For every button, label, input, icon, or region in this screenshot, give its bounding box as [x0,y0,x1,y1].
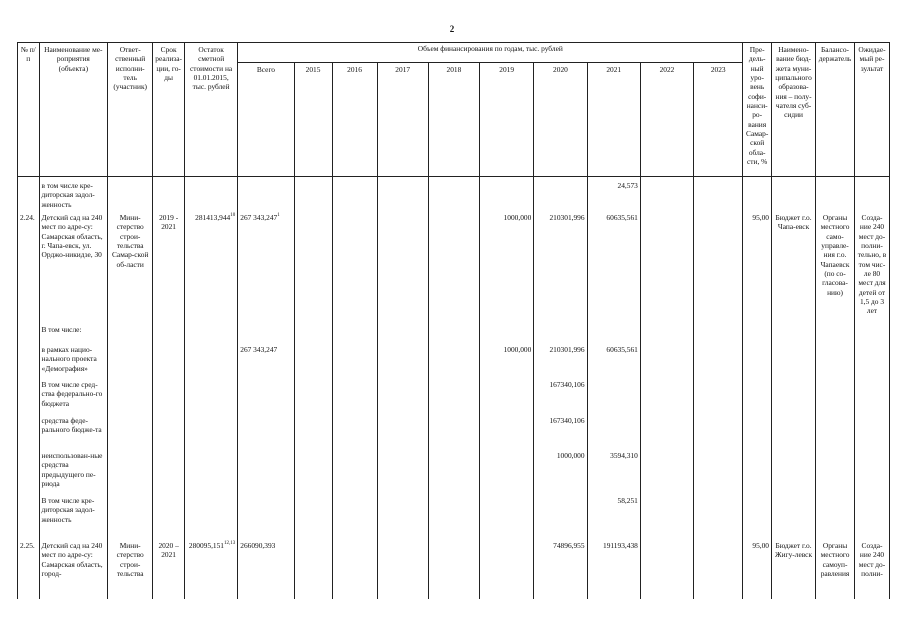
row-remainder-text: 280095,151 [188,541,224,550]
row-y2021 [587,378,640,414]
row-y2016 [332,323,377,343]
row-num [18,343,40,378]
row-y2015 [294,323,332,343]
financing-table [17,42,890,599]
row-budget [772,378,816,414]
row-num [18,179,40,211]
row-y2016 [332,179,377,211]
row-y2020-text: 167340,106 [549,380,585,389]
row-name-text: В том числе сред-ства федерально-го бюджета [41,380,103,408]
header-term: Срок реализа-ции, го-ды [153,43,185,177]
header-year: 2019 [480,63,534,177]
row-y2015 [294,378,332,414]
row-y2020-text: 74896,955 [553,541,585,550]
header-year: 2023 [694,63,743,177]
header-year: 2015 [294,63,332,177]
row-y2019 [480,323,534,343]
row-executor-text: Мини-стерство строи-тельства [116,541,144,578]
table-row [18,343,890,378]
row-remainder [184,449,237,494]
row-y2022 [640,494,693,539]
row-term [153,211,185,323]
row-name-text: неиспользован-ные средства предыдущего пе-риода [41,451,103,488]
row-y2015 [294,343,332,378]
row-term-text: 2019 - 2021 [159,213,179,232]
row-holder-text: Органы местного самоуп-равления [820,541,850,578]
row-y2016 [332,494,377,539]
row-term-text: 2020 – 2021 [158,541,179,560]
row-y2022 [640,211,693,323]
row-holder [816,211,855,323]
row-budget [772,179,816,211]
header-total: Всего [238,63,294,177]
row-result [854,414,889,449]
row-y2020-text: 167340,106 [549,416,585,425]
row-budget [772,343,816,378]
row-executor [108,343,153,378]
row-holder [816,343,855,378]
row-name [39,378,108,414]
row-limit [743,211,772,323]
header-year: 2018 [428,63,479,177]
row-y2015 [294,414,332,449]
row-num [18,539,40,599]
row-y2020-text: 210301,996 [549,345,585,354]
row-name [39,539,108,599]
row-limit [743,539,772,599]
table-row [18,449,890,494]
row-y2017 [377,494,428,539]
row-result [854,494,889,539]
row-y2022 [640,323,693,343]
table-row [18,211,890,323]
row-remainder [184,414,237,449]
table-row [18,539,890,599]
table-row [18,323,890,343]
row-y2021 [587,414,640,449]
page-number: 2 [449,24,455,34]
row-y2022 [640,179,693,211]
row-y2018 [428,378,479,414]
row-name-text: в том числе кре-диторская задол-женность [41,181,95,209]
row-limit [743,343,772,378]
row-holder [816,323,855,343]
row-y2016 [332,211,377,323]
row-num-text: 2.24. [20,213,35,222]
row-holder [816,378,855,414]
row-term [153,494,185,539]
row-total [238,211,294,323]
row-y2021 [587,211,640,323]
header-year: 2021 [587,63,640,177]
row-y2016 [332,414,377,449]
row-y2016 [332,378,377,414]
header-year: 2022 [640,63,693,177]
row-remainder [184,323,237,343]
row-result [854,449,889,494]
row-budget-text: Бюджет г.о. Жигу-левск [775,541,813,560]
row-total [238,539,294,599]
row-term [153,179,185,211]
row-y2019 [480,494,534,539]
row-name-text: в рамках нацио-нального проекта «Демография» [41,345,97,373]
row-result [854,323,889,343]
row-y2019 [480,449,534,494]
row-limit [743,414,772,449]
row-executor [108,414,153,449]
row-num-text: 2.25. [20,541,35,550]
row-executor [108,494,153,539]
row-holder [816,449,855,494]
row-total [238,494,294,539]
row-y2018 [428,211,479,323]
row-y2021 [587,494,640,539]
table-row [18,378,890,414]
row-executor [108,179,153,211]
row-y2020 [534,179,587,211]
row-y2020 [534,323,587,343]
row-y2020 [534,414,587,449]
row-num [18,211,40,323]
row-budget [772,539,816,599]
row-y2021 [587,323,640,343]
row-y2021-text: 58,251 [617,496,638,505]
row-y2021-text: 60635,561 [606,213,638,222]
row-y2019 [480,539,534,599]
row-num [18,494,40,539]
row-executor-text: Мини-стерство строи-тельства Самар-ской об-ласти [111,213,149,269]
header-limit: Пре-дель-ный уро-вень софи-нанси-ро-вания Самар-ской обла-сти, % [743,43,772,177]
row-y2016 [332,343,377,378]
header-year: 2017 [377,63,428,177]
row-y2022 [640,378,693,414]
table-body [18,177,890,600]
row-budget [772,211,816,323]
row-y2019-text: 1000,000 [503,213,532,222]
row-y2019 [480,211,534,323]
row-name [39,323,108,343]
row-term [153,449,185,494]
header-year: 2020 [534,63,587,177]
row-y2023 [694,323,743,343]
row-y2021-text: 24,573 [617,181,638,190]
row-name-text: Детский сад на 240 мест по адре-су: Самарская область, город- [41,541,103,578]
row-y2021 [587,449,640,494]
row-limit [743,179,772,211]
row-y2017 [377,323,428,343]
row-y2018 [428,179,479,211]
footnote-mark: 12,13 [224,541,236,546]
row-result [854,211,889,323]
row-y2015 [294,494,332,539]
header-year: 2016 [332,63,377,177]
row-y2019 [480,343,534,378]
row-executor [108,378,153,414]
row-remainder [184,211,237,323]
row-y2019 [480,179,534,211]
row-budget [772,323,816,343]
row-y2018 [428,343,479,378]
footnote-mark: 10 [230,213,236,218]
row-executor [108,323,153,343]
row-result [854,343,889,378]
row-y2015 [294,539,332,599]
table-row [18,494,890,539]
row-remainder [184,539,237,599]
row-y2018 [428,323,479,343]
header-num: № п/п [18,43,40,177]
table-row [18,179,890,211]
row-y2018 [428,414,479,449]
row-y2015 [294,179,332,211]
row-y2021-text: 191193,438 [603,541,638,550]
row-y2023 [694,414,743,449]
row-limit [743,323,772,343]
row-result [854,378,889,414]
row-y2020-text: 1000,000 [556,451,585,460]
row-y2021-text: 3594,310 [610,451,638,460]
row-y2021-text: 60635,561 [606,345,638,354]
row-name [39,211,108,323]
row-y2020-text: 210301,996 [549,213,585,222]
row-y2020 [534,211,587,323]
row-result-text: Созда-ние 240 мест до-полни- [858,541,886,578]
row-budget [772,494,816,539]
header-name: Наименование ме-роприятия (объекта) [39,43,108,177]
row-executor [108,449,153,494]
row-y2017 [377,179,428,211]
header-remainder: Остаток сметной стоимости на 01.01.2015, тыс. рублей [184,43,237,177]
row-y2019 [480,378,534,414]
row-term [153,378,185,414]
row-y2023 [694,449,743,494]
row-total [238,179,294,211]
row-limit-text: 95,00 [752,213,770,222]
row-y2019 [480,414,534,449]
row-y2017 [377,211,428,323]
row-term [153,323,185,343]
row-total-text: 266090,393 [240,541,276,550]
row-y2015 [294,449,332,494]
row-y2023 [694,378,743,414]
row-name-text: В том числе кре-диторская задол-женность [41,496,95,524]
row-name-text: В том числе: [41,325,82,334]
row-term [153,343,185,378]
row-name [39,343,108,378]
row-holder [816,414,855,449]
row-y2017 [377,449,428,494]
row-y2015 [294,211,332,323]
row-y2016 [332,449,377,494]
row-name-text: средства феде-рального бюдже-та [41,416,102,435]
row-y2020 [534,449,587,494]
row-y2020 [534,539,587,599]
row-y2022 [640,343,693,378]
row-remainder [184,179,237,211]
row-y2023 [694,211,743,323]
row-remainder-text: 281413,944 [195,213,231,222]
table-row [18,414,890,449]
row-y2020 [534,343,587,378]
row-name [39,414,108,449]
row-name [39,494,108,539]
row-total [238,343,294,378]
row-result-text: Созда-ние 240 мест до-полни-тельно, в том чис-ле 80 мест для детей от 1,5 до 3 лет [857,213,887,316]
footnote-mark: 1 [277,213,280,218]
row-y2019-text: 1000,000 [503,345,532,354]
row-remainder [184,494,237,539]
row-y2018 [428,539,479,599]
row-y2022 [640,539,693,599]
row-holder-text: Органы местного само-управле-ния г.о. Чапаевск (по со-гласова-нию) [820,213,850,297]
row-holder [816,494,855,539]
row-limit [743,449,772,494]
header-holder: Балансо-держатель [816,43,855,177]
row-y2022 [640,449,693,494]
row-y2021 [587,343,640,378]
row-y2023 [694,343,743,378]
row-y2017 [377,378,428,414]
row-result [854,539,889,599]
row-y2020 [534,378,587,414]
row-y2018 [428,449,479,494]
row-total [238,323,294,343]
row-name-text: Детский сад на 240 мест по адре-су: Самарская область, г. Чапа-евск, ул. Орджо-никидзе, 30 [41,213,103,260]
row-budget [772,449,816,494]
row-total-text: 267 343,247 [240,345,278,354]
table-header [18,43,890,177]
header-budget: Наимено-вание бюд-жета муни-ципального образова-ния – полу-чателя суб-сидии [772,43,816,177]
row-y2016 [332,539,377,599]
row-y2017 [377,414,428,449]
row-executor [108,539,153,599]
header-funding-group: Объем финансирования по годам, тыс. рублей [238,43,743,63]
row-y2023 [694,179,743,211]
header-result: Ожидае-мый ре-зультат [854,43,889,177]
row-remainder [184,378,237,414]
row-term [153,539,185,599]
row-y2022 [640,414,693,449]
row-total [238,449,294,494]
row-limit [743,378,772,414]
row-num [18,323,40,343]
row-total [238,378,294,414]
row-holder [816,179,855,211]
row-holder [816,539,855,599]
row-y2020 [534,494,587,539]
row-limit-text: 95,00 [752,541,770,550]
row-remainder [184,343,237,378]
row-limit [743,494,772,539]
row-y2017 [377,539,428,599]
row-y2021 [587,539,640,599]
row-term [153,414,185,449]
row-name [39,449,108,494]
row-budget-text: Бюджет г.о. Чапа-евск [775,213,812,232]
row-total-text: 267 343,247 [240,213,278,222]
row-y2018 [428,494,479,539]
row-budget [772,414,816,449]
row-total [238,414,294,449]
row-num [18,449,40,494]
row-name [39,179,108,211]
row-y2017 [377,343,428,378]
row-num [18,414,40,449]
row-num [18,378,40,414]
row-result [854,179,889,211]
row-y2023 [694,494,743,539]
header-executor: Ответ-ственный исполни-тель (участник) [108,43,153,177]
row-y2021 [587,179,640,211]
row-executor [108,211,153,323]
row-y2023 [694,539,743,599]
